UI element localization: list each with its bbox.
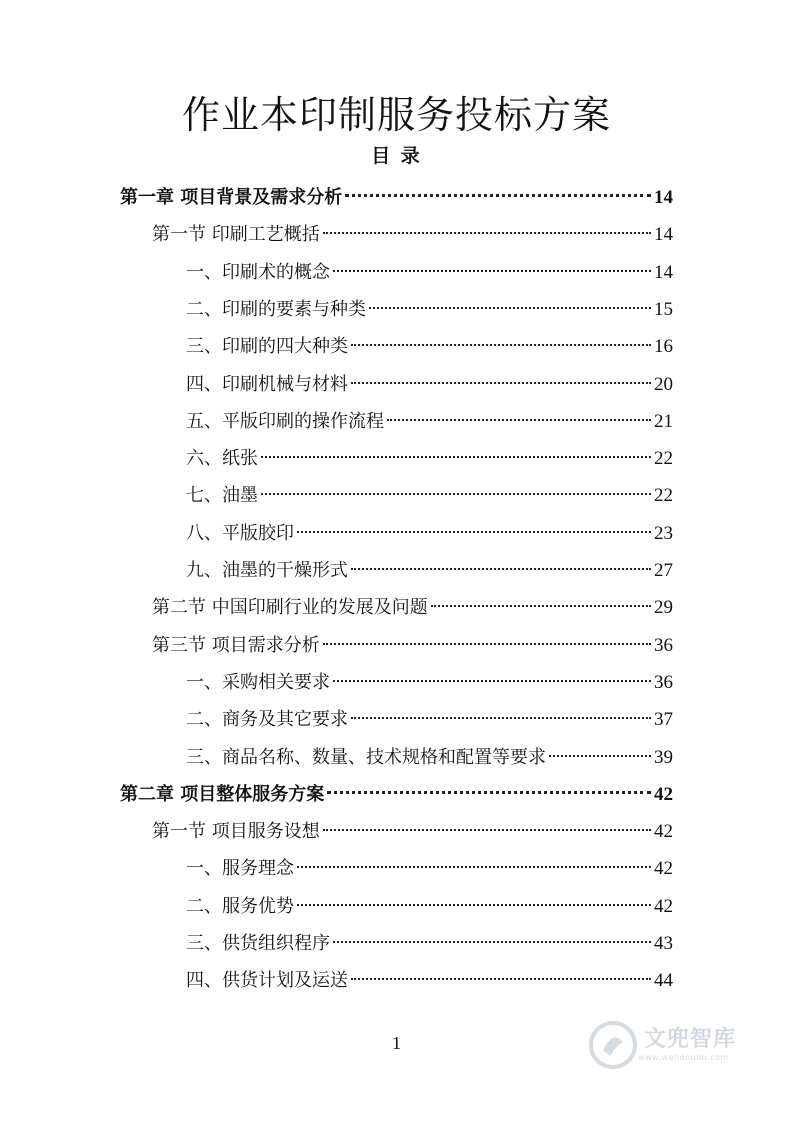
toc-entry-page: 43 [654, 933, 673, 954]
toc-entry-page: 20 [654, 374, 673, 395]
toc-entry[interactable] [186, 409, 673, 435]
toc-entry[interactable] [186, 707, 673, 733]
toc-dot-leader [261, 456, 651, 458]
toc-entry-title: 二、商务及其它要求 [186, 709, 348, 730]
toc-entry-page: 42 [654, 821, 673, 842]
toc-entry-title: 第一节 印刷工艺概括 [152, 224, 320, 245]
toc-dot-leader [351, 717, 651, 719]
toc-entry-page: 27 [654, 560, 673, 581]
toc-entry-page: 22 [654, 448, 673, 469]
toc-entry-page: 42 [654, 784, 673, 805]
toc-entry-title: 二、印刷的要素与种类 [186, 299, 366, 320]
toc-entry[interactable] [186, 968, 673, 994]
toc-entry-page: 42 [654, 896, 673, 917]
toc-dot-leader [297, 904, 651, 906]
toc-dot-leader [297, 531, 651, 533]
toc-entry[interactable] [186, 334, 673, 360]
toc-entry-title: 一、印刷术的概念 [186, 262, 330, 283]
toc-dot-leader [333, 941, 651, 943]
toc-dot-leader [323, 829, 651, 831]
toc-entry-title: 七、油墨 [186, 485, 258, 506]
toc-entry-page: 22 [654, 485, 673, 506]
toc-entry-title: 二、服务优势 [186, 896, 294, 917]
watermark-logo-icon [588, 1020, 638, 1070]
toc-entry[interactable] [186, 372, 673, 398]
toc-entry-page: 39 [654, 747, 673, 768]
toc-entry-title: 八、平版胶印 [186, 523, 294, 544]
toc-entry[interactable] [186, 521, 673, 547]
toc-entry-page: 44 [654, 970, 673, 991]
toc-dot-leader [351, 344, 651, 346]
toc-entry[interactable] [120, 782, 673, 808]
toc-entry-title: 三、供货组织程序 [186, 933, 330, 954]
toc-entry-title: 第一章 项目背景及需求分析 [120, 187, 343, 208]
toc-entry-title: 第二节 中国印刷行业的发展及问题 [152, 597, 428, 618]
toc-entry-page: 14 [654, 224, 673, 245]
toc-entry[interactable] [186, 260, 673, 286]
toc-entry-title: 第二章 项目整体服务方案 [120, 784, 325, 805]
toc-entry[interactable] [186, 558, 673, 584]
toc-entry-page: 42 [654, 858, 673, 879]
toc-entry-title: 五、平版印刷的操作流程 [186, 411, 384, 432]
watermark-url: www.wendoulib.com [638, 1053, 729, 1062]
toc-entry[interactable] [186, 446, 673, 472]
toc-entry[interactable] [186, 297, 673, 323]
toc-dot-leader [387, 419, 651, 421]
toc-entry-page: 29 [654, 597, 673, 618]
watermark [588, 1016, 758, 1074]
toc-entry-page: 36 [654, 672, 673, 693]
toc-dot-leader [323, 643, 651, 645]
toc-entry-title: 四、印刷机械与材料 [186, 374, 348, 395]
toc-entry-page: 37 [654, 709, 673, 730]
toc-dot-leader [333, 680, 651, 682]
toc-entry-page: 36 [654, 635, 673, 656]
toc-entry[interactable] [186, 483, 673, 509]
toc-entry-title: 六、纸张 [186, 448, 258, 469]
toc-dot-leader [351, 568, 651, 570]
toc-heading: 目 录 [371, 145, 422, 167]
toc-dot-leader [323, 232, 651, 234]
toc-entry[interactable] [152, 633, 673, 659]
toc-entry[interactable] [186, 931, 673, 957]
page-number: 1 [392, 1033, 401, 1053]
document-title: 作业本印制服务投标方案 [181, 93, 611, 137]
toc-entry[interactable] [186, 745, 673, 771]
toc-entry-title: 三、印刷的四大种类 [186, 336, 348, 357]
toc-dot-leader [369, 307, 651, 309]
toc-dot-leader [549, 755, 651, 757]
toc-dot-leader [345, 194, 651, 197]
toc-dot-leader [333, 270, 651, 272]
toc-entry-title: 一、采购相关要求 [186, 672, 330, 693]
toc-entry[interactable] [186, 894, 673, 920]
toc-dot-leader [351, 978, 651, 980]
toc-entry-page: 15 [654, 299, 673, 320]
toc-entry[interactable] [186, 670, 673, 696]
toc-entry-title: 第三节 项目需求分析 [152, 635, 320, 656]
toc-entry[interactable] [152, 222, 673, 248]
watermark-brand: 文兜智库 [644, 1027, 737, 1052]
toc-entry-title: 四、供货计划及运送 [186, 970, 348, 991]
toc-dot-leader [351, 382, 651, 384]
toc-entry-page: 16 [654, 336, 673, 357]
toc-entry-title: 九、油墨的干燥形式 [186, 560, 348, 581]
toc-dot-leader [431, 605, 651, 607]
toc-entry-page: 21 [654, 411, 673, 432]
toc-entry-page: 23 [654, 523, 673, 544]
toc-dot-leader [327, 791, 651, 794]
toc-entry[interactable] [186, 856, 673, 882]
toc-entry-title: 一、服务理念 [186, 858, 294, 879]
toc-entry-page: 14 [654, 187, 673, 208]
toc-dot-leader [261, 493, 651, 495]
toc-entry[interactable] [120, 185, 673, 211]
toc-entry-title: 第一节 项目服务设想 [152, 821, 320, 842]
toc-dot-leader [297, 866, 651, 868]
toc-entry[interactable] [152, 819, 673, 845]
toc-entry-page: 14 [654, 262, 673, 283]
toc-entry[interactable] [152, 595, 673, 621]
toc-entry-title: 三、商品名称、数量、技术规格和配置等要求 [186, 747, 546, 768]
